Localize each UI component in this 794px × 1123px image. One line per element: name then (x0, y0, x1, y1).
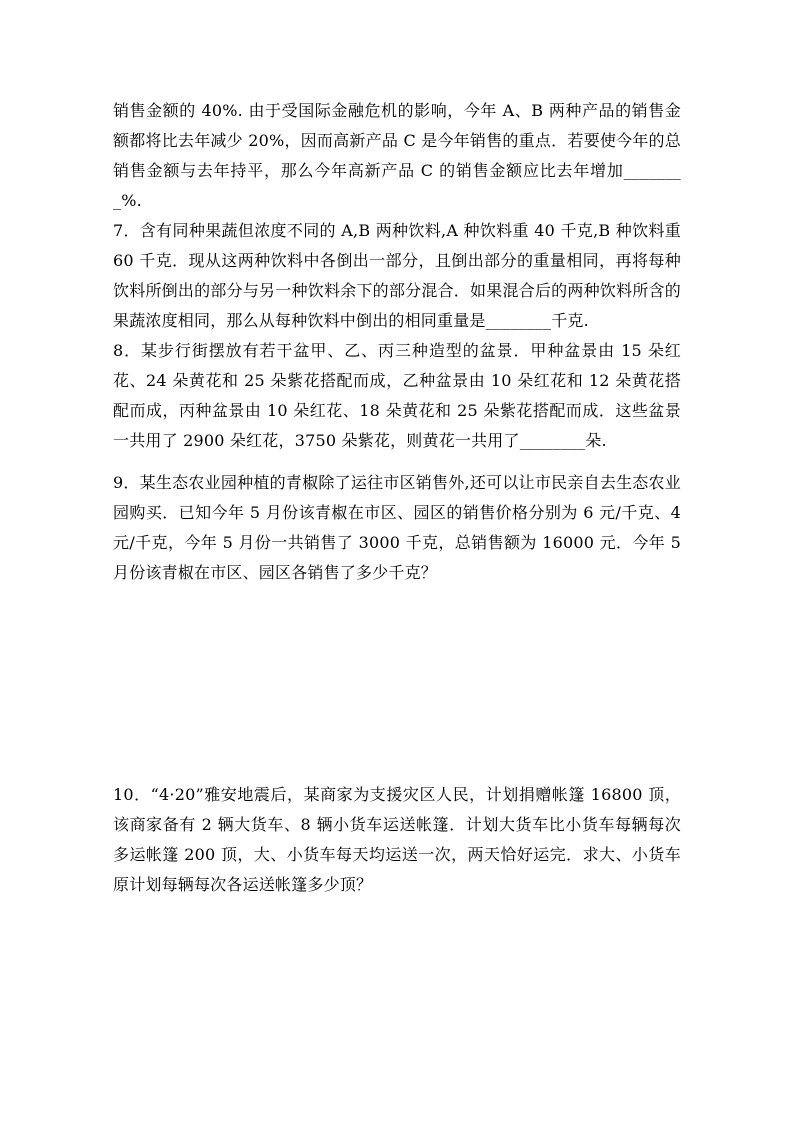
worksheet-body (113, 96, 681, 900)
question-8-paragraph: 8．某步行街摆放有若干盆甲、乙、丙三种造型的盆景．甲种盆景由 15 朵红花、24 朵黄花和 25 朵紫花搭配而成，乙种盆景由 10 朵红花和 12 朵黄花搭配而成，丙种盆景由 10 朵红花、18 朵黄花和 25 朵紫花搭配而成．这些盆景一共用了 2900 朵红花，3750 朵紫花，则黄花一共用了________朵. (113, 341, 681, 450)
question-10-paragraph: 10．“4·20”雅安地震后，某商家为支援灾区人民，计划捐赠帐篷 16800 顶，该商家备有 2 辆大货车、8 辆小货车运送帐篷．计划大货车比小货车每辆每次多运帐篷 200 顶，大、小货车每天均运送一次，两天恰好运完．求大、小货车原计划每辆每次各运送帐篷多少顶？ (113, 785, 681, 894)
question-6-continuation-paragraph: 销售金额的 40%. 由于受国际金融危机的影响，今年 A、B 两种产品的销售金额都将比去年减少 20%，因而高新产品 C 是今年销售的重点．若要使今年的总销售金额与去年持平，那么今年高新产品 C 的销售金额应比去年增加________%. (113, 101, 681, 210)
question-9-paragraph: 9．某生态农业园种植的青椒除了运往市区销售外,还可以让市民亲自去生态农业园购买．已知今年 5 月份该青椒在市区、园区的销售价格分别为 6 元/千克、4 元/千克，今年 5 月份一共销售了 3000 千克，总销售额为 16000 元．今年 5 月份该青椒在市区、园区各销售了多少千克？ (113, 473, 681, 582)
question-7-paragraph: 7．含有同种果蔬但浓度不同的 A,B 两种饮料,A 种饮料重 40 千克,B 种饮料重 60 千克．现从这两种饮料中各倒出一部分，且倒出部分的重量相同，再将每种饮料所倒出的部分与另一种饮料余下的部分混合．如果混合后的两种饮料所含的果蔬浓度相同，那么从每种饮料中倒出的相同重量是________千克. (113, 221, 681, 330)
